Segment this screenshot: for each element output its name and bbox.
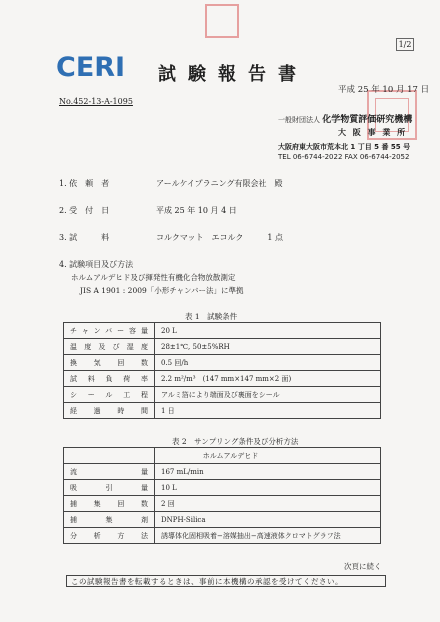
reproduction-notice: この試験報告書を転載するときは、事前に本機構の承認を受けてください。 [66, 575, 386, 587]
field-received-label: 2. 受 付 日 [59, 206, 110, 215]
field-client-value: アールケイプラニング有限会社 殿 [156, 179, 283, 188]
table-row [64, 387, 381, 403]
table-row [64, 512, 381, 528]
table-cell-label: 換気回数 [64, 355, 155, 371]
table-cell-value: DNPH-Silica [155, 512, 381, 528]
organization-contact [278, 153, 409, 161]
organization-name [278, 112, 412, 125]
table-cell-label: チャンバー容量 [64, 323, 155, 339]
field-sample-label: 3. 試 料 [59, 233, 110, 242]
table-row [64, 355, 381, 371]
table-row [64, 403, 381, 419]
table-cell-label: 試料負荷率 [64, 371, 155, 387]
logo-graphic [56, 50, 128, 82]
field-sample-value: コルクマット エコルク 1 点 [156, 233, 283, 242]
table-row [64, 323, 381, 339]
table-cell-value: 28±1℃, 50±5%RH [155, 339, 381, 355]
seal-stamp-top [205, 4, 239, 38]
table-row [64, 371, 381, 387]
table-row [64, 480, 381, 496]
table-cell-label: 流量 [64, 464, 155, 480]
organization-prefix: 一般財団法人 [278, 116, 320, 124]
section-test-items-heading: 4. 試験項目及び方法 [59, 260, 134, 269]
table-cell-label: 捕集回数 [64, 496, 155, 512]
table1-caption: 表 1 試験条件 [185, 312, 238, 321]
field-client-label: 1. 依 頼 者 [59, 179, 110, 188]
table-cell-value: 2.2 m²/m³ (147 mm×147 mm×2 面) [155, 371, 381, 387]
table-cell-value: 20 L [155, 323, 381, 339]
table-row [64, 496, 381, 512]
test-conditions-table [63, 322, 381, 419]
organization-fax: FAX 06-6744-2052 [344, 153, 410, 161]
organization-office: 大 阪 事 業 所 [338, 128, 408, 137]
document-number: No.452-13-A-1095 [59, 97, 133, 106]
ceri-logo [56, 50, 128, 82]
continued-next-page-note: 次頁に続く [344, 562, 382, 571]
table-cell-label: 吸引量 [64, 480, 155, 496]
organization-address: 大阪府東大阪市荒本北 1 丁目 5 番 55 号 [278, 143, 411, 151]
table-cell-value: 167 mL/min [155, 464, 381, 480]
table-header-row [64, 448, 381, 464]
table-cell-label: 捕集剤 [64, 512, 155, 528]
table2-caption: 表 2 サンプリング条件及び分析方法 [172, 437, 299, 446]
table-subheader-formaldehyde: ホルムアルデヒド [155, 448, 381, 464]
section-test-items-line2: JIS A 1901 : 2009「小形チャンバー法」に準拠 [80, 286, 244, 295]
table-cell-value: 2 回 [155, 496, 381, 512]
organization-main-name: 化学物質評価研究機構 [322, 115, 413, 125]
table-cell-value: 0.5 回/h [155, 355, 381, 371]
document-title: 試験報告書 [158, 64, 308, 85]
table-row [64, 528, 381, 544]
table-row [64, 339, 381, 355]
table-cell-label: 経過時間 [64, 403, 155, 419]
report-date: 平成 25 年 10 月 17 日 [338, 85, 430, 95]
table-cell-label: 分析方法 [64, 528, 155, 544]
page-number: 1/2 [396, 38, 414, 51]
table-cell-value: 誘導体化固相吸着−溶媒抽出−高速液体クロマトグラフ法 [155, 528, 381, 544]
table-row [64, 464, 381, 480]
sampling-conditions-table [63, 447, 381, 544]
table-cell-value: アルミ箔により端面及び裏面をシール [155, 387, 381, 403]
table-cell-label: シール工程 [64, 387, 155, 403]
logo-text: CERI [56, 52, 126, 82]
table-cell-label: 温度及び湿度 [64, 339, 155, 355]
table-cell-empty [64, 448, 155, 464]
table-cell-value: 1 日 [155, 403, 381, 419]
field-received-value: 平成 25 年 10 月 4 日 [156, 206, 237, 215]
table-cell-value: 10 L [155, 480, 381, 496]
section-test-items-line1: ホルムアルデヒド及び揮発性有機化合物放散測定 [71, 273, 236, 282]
organization-tel: TEL 06-6744-2022 [278, 153, 343, 161]
